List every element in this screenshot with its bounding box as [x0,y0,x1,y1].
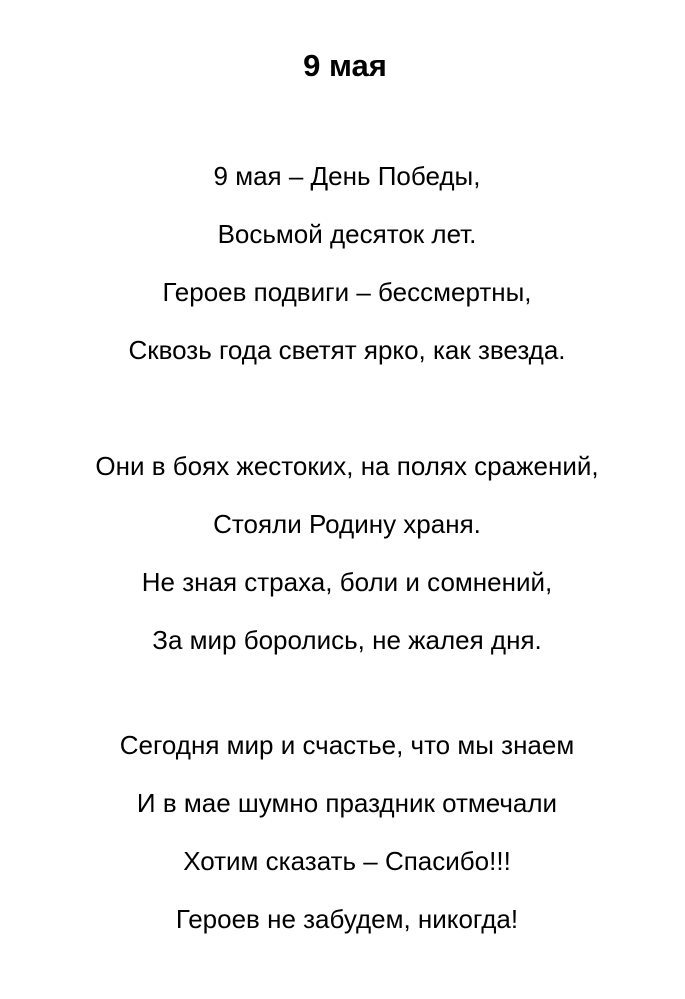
poem-line: Хотим сказать – Спасибо!!! [183,846,511,876]
stanza-2 [0,444,685,676]
poem-line: Не зная страха, боли и сомнений, [141,567,553,597]
poem-line: Сегодня мир и счастье, что мы знаем [119,730,575,760]
poem-line: Сквозь года светят ярко, как звезда. [128,335,566,365]
poem-line: Героев подвиги – бессмертны, [162,277,532,307]
poem-line: 9 мая – День Победы, [213,161,481,191]
poem-line: Героев не забудем, никогда! [175,904,519,934]
stanza-3 [0,723,685,955]
poem-line: И в мае шумно праздник отмечали [136,788,558,818]
poem-line: За мир боролись, не жалея дня. [152,625,542,655]
poem-line: Восьмой десяток лет. [217,219,477,249]
stanza-1 [0,154,685,386]
poem-title: 9 мая [303,48,387,83]
poem-line: Они в боях жестоких, на полях сражений, [95,451,599,481]
poem-line: Стояли Родину храня. [213,509,481,539]
